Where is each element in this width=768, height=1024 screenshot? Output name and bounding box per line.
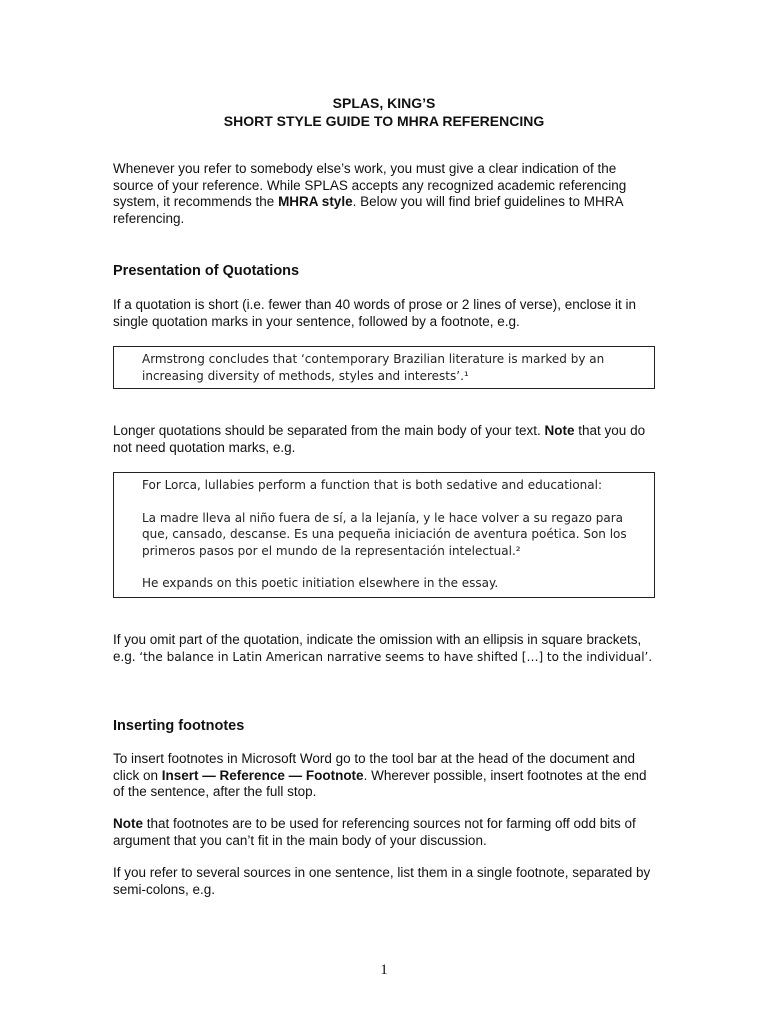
intro-text-2: . Below you will find brief guidelines to MHRA referencing. — [113, 194, 623, 226]
example-long-intro: For Lorca, lullabies perform a function that is both sedative and educational: — [142, 478, 602, 492]
footnotes-p2-bold: Note — [113, 816, 143, 831]
omission-paragraph — [113, 632, 658, 665]
omission-example: ‘the balance in Latin American narrative seems to have shifted […] to the individual’. — [139, 649, 653, 664]
example-long-quote: La madre lleva al niño fuera de sí, a la lejanía, y le hace volver a su regazo para que, cansado, descanse. Es una pequeña iniciación de aventura poética. Son los primeros pasos por el mundo de la representación intelectual.² — [142, 510, 627, 558]
intro-bold: MHRA style — [278, 194, 353, 209]
footnotes-paragraph-3: If you refer to several sources in one sentence, list them in a single footnote, separated by semi-colons, e.g. — [113, 865, 651, 897]
footnotes-p1-text-1: To insert footnotes in Microsoft Word go to the tool bar at the head of the document and click on — [113, 751, 636, 783]
document-title-line1: SPLAS, KING’S — [332, 95, 436, 111]
intro-paragraph — [113, 161, 658, 227]
footnotes-p2-text: that footnotes are to be used for referencing sources not for farming off odd bits of argument that you can’t fit in the main body of your discussion. — [113, 816, 636, 848]
example-short-quote-text: Armstrong concludes that ‘contemporary Brazilian literature is marked by an increasing diversity of methods, styles and interests’.¹ — [142, 352, 605, 383]
heading-footnotes: Inserting footnotes — [113, 718, 245, 734]
long-para-bold: Note — [544, 423, 575, 438]
long-para-text-1: Longer quotations should be separated from the main body of your text. — [113, 423, 545, 438]
document-title-line2: SHORT STYLE GUIDE TO MHRA REFERENCING — [223, 113, 545, 129]
example-long-outro: He expands on this poetic initiation elsewhere in the essay. — [142, 576, 499, 590]
omission-text: If you omit part of the quotation, indicate the omission with an ellipsis in square brackets, e.g. — [113, 632, 642, 664]
example-box-long-quote — [113, 472, 655, 598]
example-box-short-quote — [113, 346, 655, 389]
footnotes-p1-text-2: . Wherever possible, insert footnotes at the end of the sentence, after the full stop. — [113, 767, 647, 799]
long-para-text-2: that you do not need quotation marks, e.g. — [113, 423, 646, 455]
footnotes-paragraph-2 — [113, 816, 658, 849]
footnotes-paragraph-1 — [113, 751, 658, 801]
intro-text-1: Whenever you refer to somebody else’s work, you must give a clear indication of the source of your reference. While SPLAS accepts any recognized academic referencing system, it recommends the — [113, 161, 627, 209]
page-number: 1 — [380, 962, 388, 978]
footnotes-p1-bold: Insert — Reference — Footnote — [161, 767, 364, 783]
long-quotation-paragraph — [113, 423, 658, 456]
heading-quotations: Presentation of Quotations — [113, 263, 300, 279]
short-quotation-paragraph: If a quotation is short (i.e. fewer than 40 words of prose or 2 lines of verse), enclose it in single quotation marks in your sentence, followed by a footnote, e.g. — [113, 297, 637, 329]
